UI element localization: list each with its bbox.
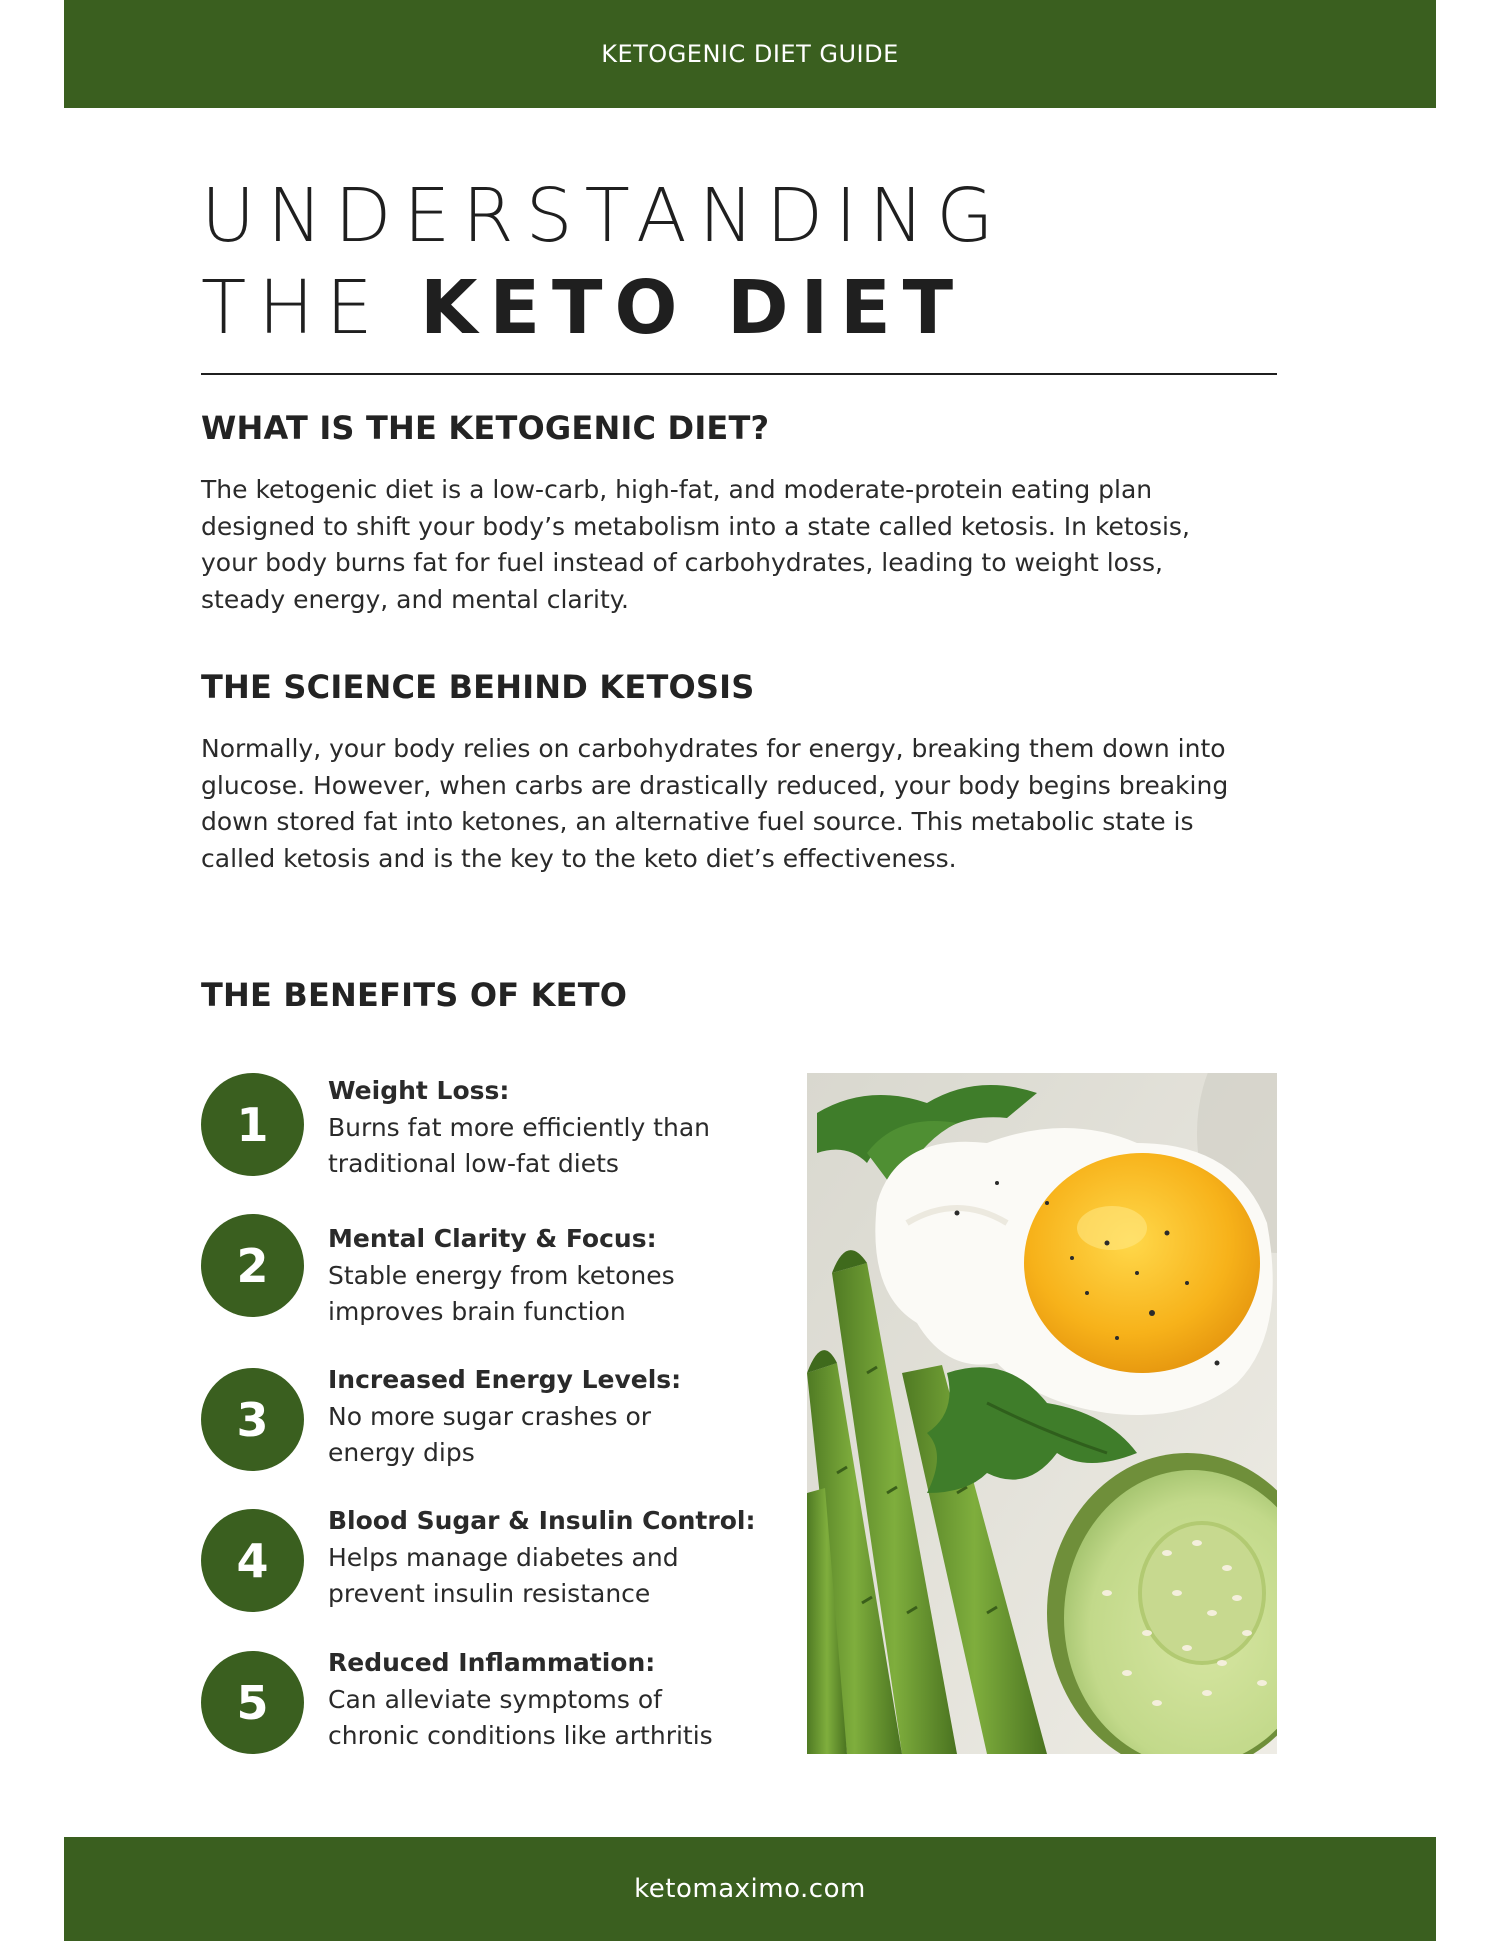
benefit-text: [328, 1221, 798, 1331]
section-heading-science: THE SCIENCE BEHIND KETOSIS: [201, 668, 755, 706]
benefit-description: traditional low-fat diets: [328, 1149, 619, 1178]
benefit-item: [201, 1073, 781, 1183]
benefit-number-badge: 1: [201, 1073, 304, 1176]
body-line: steady energy, and mental clarity.: [201, 584, 629, 614]
food-illustration: [807, 1073, 1277, 1754]
fried-egg-asparagus-avocado-photo: [807, 1073, 1277, 1754]
benefit-description: Stable energy from ketones: [328, 1260, 675, 1290]
body-line: called ketosis and is the key to the keto diet’s effectiveness.: [201, 843, 957, 873]
benefit-text: [328, 1503, 798, 1613]
benefit-title: Increased Energy Levels:: [328, 1365, 682, 1394]
footer-banner: [64, 1837, 1436, 1941]
title-divider: [201, 373, 1277, 375]
header-banner: [64, 0, 1436, 108]
benefit-number-badge: 4: [201, 1509, 304, 1612]
benefit-number-badge: 2: [201, 1214, 304, 1317]
footer-website-link[interactable]: ketomaximo.com: [634, 1874, 866, 1904]
benefit-number-badge: 3: [201, 1368, 304, 1471]
benefit-description: Burns fat more efficiently than: [328, 1112, 710, 1142]
title-line-2-bold: KETO DIET: [420, 265, 966, 351]
benefit-item: [201, 1506, 781, 1619]
body-line: your body burns fat for fuel instead of carbohydrates, leading to weight loss,: [201, 548, 1163, 577]
body-line: Normally, your body relies on carbohydrates for energy, breaking them down into: [201, 734, 1226, 763]
body-line: glucose. However, when carbs are drastically reduced, your body begins breaking: [201, 770, 1229, 800]
benefit-item: [201, 1214, 781, 1324]
benefit-item: [201, 1365, 781, 1478]
benefit-title: Blood Sugar & Insulin Control:: [328, 1506, 756, 1535]
title-line-2-light: THE: [201, 265, 421, 351]
body-line: designed to shift your body’s metabolism into a state called ketosis. In ketosis,: [201, 511, 1190, 541]
section-body-science: [201, 731, 1291, 877]
section-heading-benefits: THE BENEFITS OF KETO: [201, 976, 628, 1014]
body-line: The ketogenic diet is a low-carb, high-fat, and moderate-protein eating plan: [201, 475, 1153, 504]
benefit-description: prevent insulin resistance: [328, 1579, 651, 1608]
page-title: [201, 170, 1006, 354]
benefit-description: chronic conditions like arthritis: [328, 1721, 713, 1750]
benefit-text: [328, 1073, 798, 1183]
benefit-description: energy dips: [328, 1438, 475, 1467]
benefit-description: Helps manage diabetes and: [328, 1542, 679, 1572]
body-line: down stored fat into ketones, an alternative fuel source. This metabolic state is: [201, 807, 1194, 836]
benefit-item: [201, 1648, 781, 1761]
benefit-description: Can alleviate symptoms of: [328, 1684, 662, 1714]
benefit-title: Weight Loss:: [328, 1076, 510, 1105]
benefit-text: [328, 1362, 798, 1472]
section-body-what-is: [201, 472, 1291, 618]
title-line-1: UNDERSTANDING: [201, 173, 1006, 259]
benefit-description: No more sugar crashes or: [328, 1401, 652, 1431]
benefit-title: Reduced Inflammation:: [328, 1648, 656, 1677]
section-heading-what-is: WHAT IS THE KETOGENIC DIET?: [201, 409, 770, 447]
benefit-title: Mental Clarity & Focus:: [328, 1224, 657, 1253]
header-label: KETOGENIC DIET GUIDE: [601, 40, 899, 68]
benefit-description: improves brain function: [328, 1297, 626, 1326]
benefit-number-badge: 5: [201, 1651, 304, 1754]
benefit-text: [328, 1645, 798, 1755]
